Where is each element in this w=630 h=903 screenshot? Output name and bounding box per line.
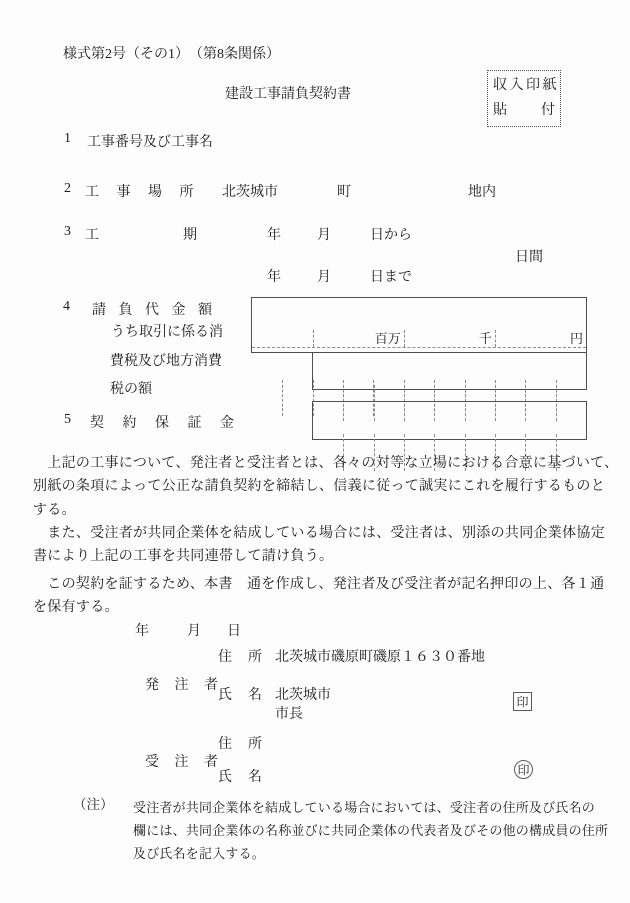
text-line: この契約を証するため、本書 通を作成し、発注者及び受注者が記名押印の上、各１通 [33, 577, 605, 592]
form-number: 様式第2号（その1） （第8条関係） [63, 47, 280, 62]
tax-note-line1: うち取引に係る消 [111, 325, 223, 340]
text-line: 受注者が共同企業体を結成している場合においては、受注者の住所及び氏名の [133, 800, 596, 815]
body-paragraph-agreement [33, 452, 619, 522]
period-to-month: 月 [317, 270, 331, 285]
period-to-day: 日まで [370, 270, 412, 285]
note-text [133, 796, 609, 865]
text-line: 別紙の条項によって公正な請負契約を締結し、信義に従って誠実にこれを履行するものと [33, 479, 605, 495]
owner-address-label: 住所 [218, 650, 278, 665]
body-paragraph-joint-venture [33, 522, 605, 569]
item3-label-left: 工 [85, 228, 99, 243]
item3-number: 3 [64, 224, 71, 239]
revenue-stamp-attach: 付 [541, 103, 555, 119]
item5-label: 契約保証金 [90, 416, 253, 431]
revenue-stamp-line1: 収入印紙 [493, 77, 559, 93]
work-site-city: 北茨城市 [222, 185, 278, 200]
item2-number: 2 [64, 181, 71, 196]
amount-digit-cell [252, 380, 282, 416]
period-duration: 日間 [515, 250, 543, 265]
contractor-name-label: 氏名 [218, 770, 278, 785]
owner-title-value: 市長 [275, 707, 303, 722]
owner-address-value: 北茨城市磯原町磯原１６３０番地 [275, 650, 485, 665]
contractor-seal-mark [514, 760, 533, 779]
text-line: する。 [33, 502, 76, 518]
item5-number: 5 [64, 412, 71, 427]
revenue-stamp-paste: 貼 [493, 103, 507, 119]
text-line: また、受注者が共同企業体を結成している場合には、受注者は、別添の共同企業体協定 [33, 526, 605, 541]
owner-address-row [0, 646, 630, 664]
owner-name-label: 氏名 [218, 688, 278, 703]
text-line: を保有する。 [33, 600, 119, 616]
revenue-stamp-box [487, 70, 561, 127]
item3-row-duration [0, 246, 630, 264]
tax-amount-table [312, 353, 587, 390]
item1-number: 1 [64, 131, 71, 146]
owner-seal-mark [513, 692, 532, 711]
item2-label: 工事場所 [85, 185, 211, 200]
item3-row-to [0, 266, 630, 284]
item1-label: 工事番号及び工事名 [87, 135, 213, 150]
amount-unit-header [252, 330, 586, 348]
amount-header-blank [252, 330, 313, 347]
date-month-label: 月 [187, 624, 201, 639]
work-site-town: 町 [337, 185, 351, 200]
owner-role-label: 発注者 [145, 678, 234, 693]
text-line: 上記の工事について、発注者と受注者とは、各々の対等な立場における合意に基づいて、 [33, 456, 619, 471]
work-site-suffix: 地内 [468, 185, 496, 200]
period-from-year: 年 [267, 228, 281, 243]
date-day-label: 日 [227, 624, 241, 639]
document-title: 建設工事請負契約書 [225, 87, 351, 102]
item1-row [0, 131, 630, 149]
amount-unit-yen: 円 [495, 330, 586, 347]
period-to-year: 年 [267, 270, 281, 285]
amount-unit-million: 百万 [313, 330, 404, 347]
date-year-label: 年 [135, 624, 149, 639]
item4-label: 請負代金額 [92, 303, 225, 318]
item3-label-right: 期 [183, 228, 197, 243]
item4-number: 4 [63, 299, 70, 314]
amount-unit-thousand: 千 [404, 330, 495, 347]
item3-row-from [0, 224, 630, 242]
owner-title-row [0, 703, 630, 721]
text-line: 及び氏名を記入する。 [133, 846, 266, 861]
text-line: 書により上記の工事を共同連帯して請け負う。 [33, 549, 334, 565]
tax-note-line3: 税の額 [110, 382, 152, 397]
note-label: （注） [73, 797, 114, 812]
contract-amount-table [251, 297, 587, 353]
tax-note-line2: 費税及び地方消費 [110, 354, 222, 369]
owner-name-value: 北茨城市 [275, 688, 331, 703]
item2-row [0, 181, 630, 199]
contract-date-row [0, 620, 630, 638]
contractor-seal-character: 印 [517, 762, 530, 777]
text-line: 欄には、共同企業体の名称並びに共同企業体の代表者及びその他の構成員の住所 [133, 823, 609, 838]
contractor-address-row [0, 733, 630, 751]
owner-name-row [0, 684, 630, 702]
period-from-month: 月 [317, 228, 331, 243]
guarantee-amount-table [312, 401, 587, 440]
contractor-address-label: 住所 [218, 737, 278, 752]
body-paragraph-copies [33, 573, 605, 620]
period-from-day: 日から [370, 228, 412, 243]
revenue-stamp-line2 [493, 103, 555, 119]
amount-digit-cell [282, 380, 312, 416]
owner-seal-character: 印 [516, 694, 529, 709]
contractor-role-label: 受注者 [145, 755, 234, 770]
